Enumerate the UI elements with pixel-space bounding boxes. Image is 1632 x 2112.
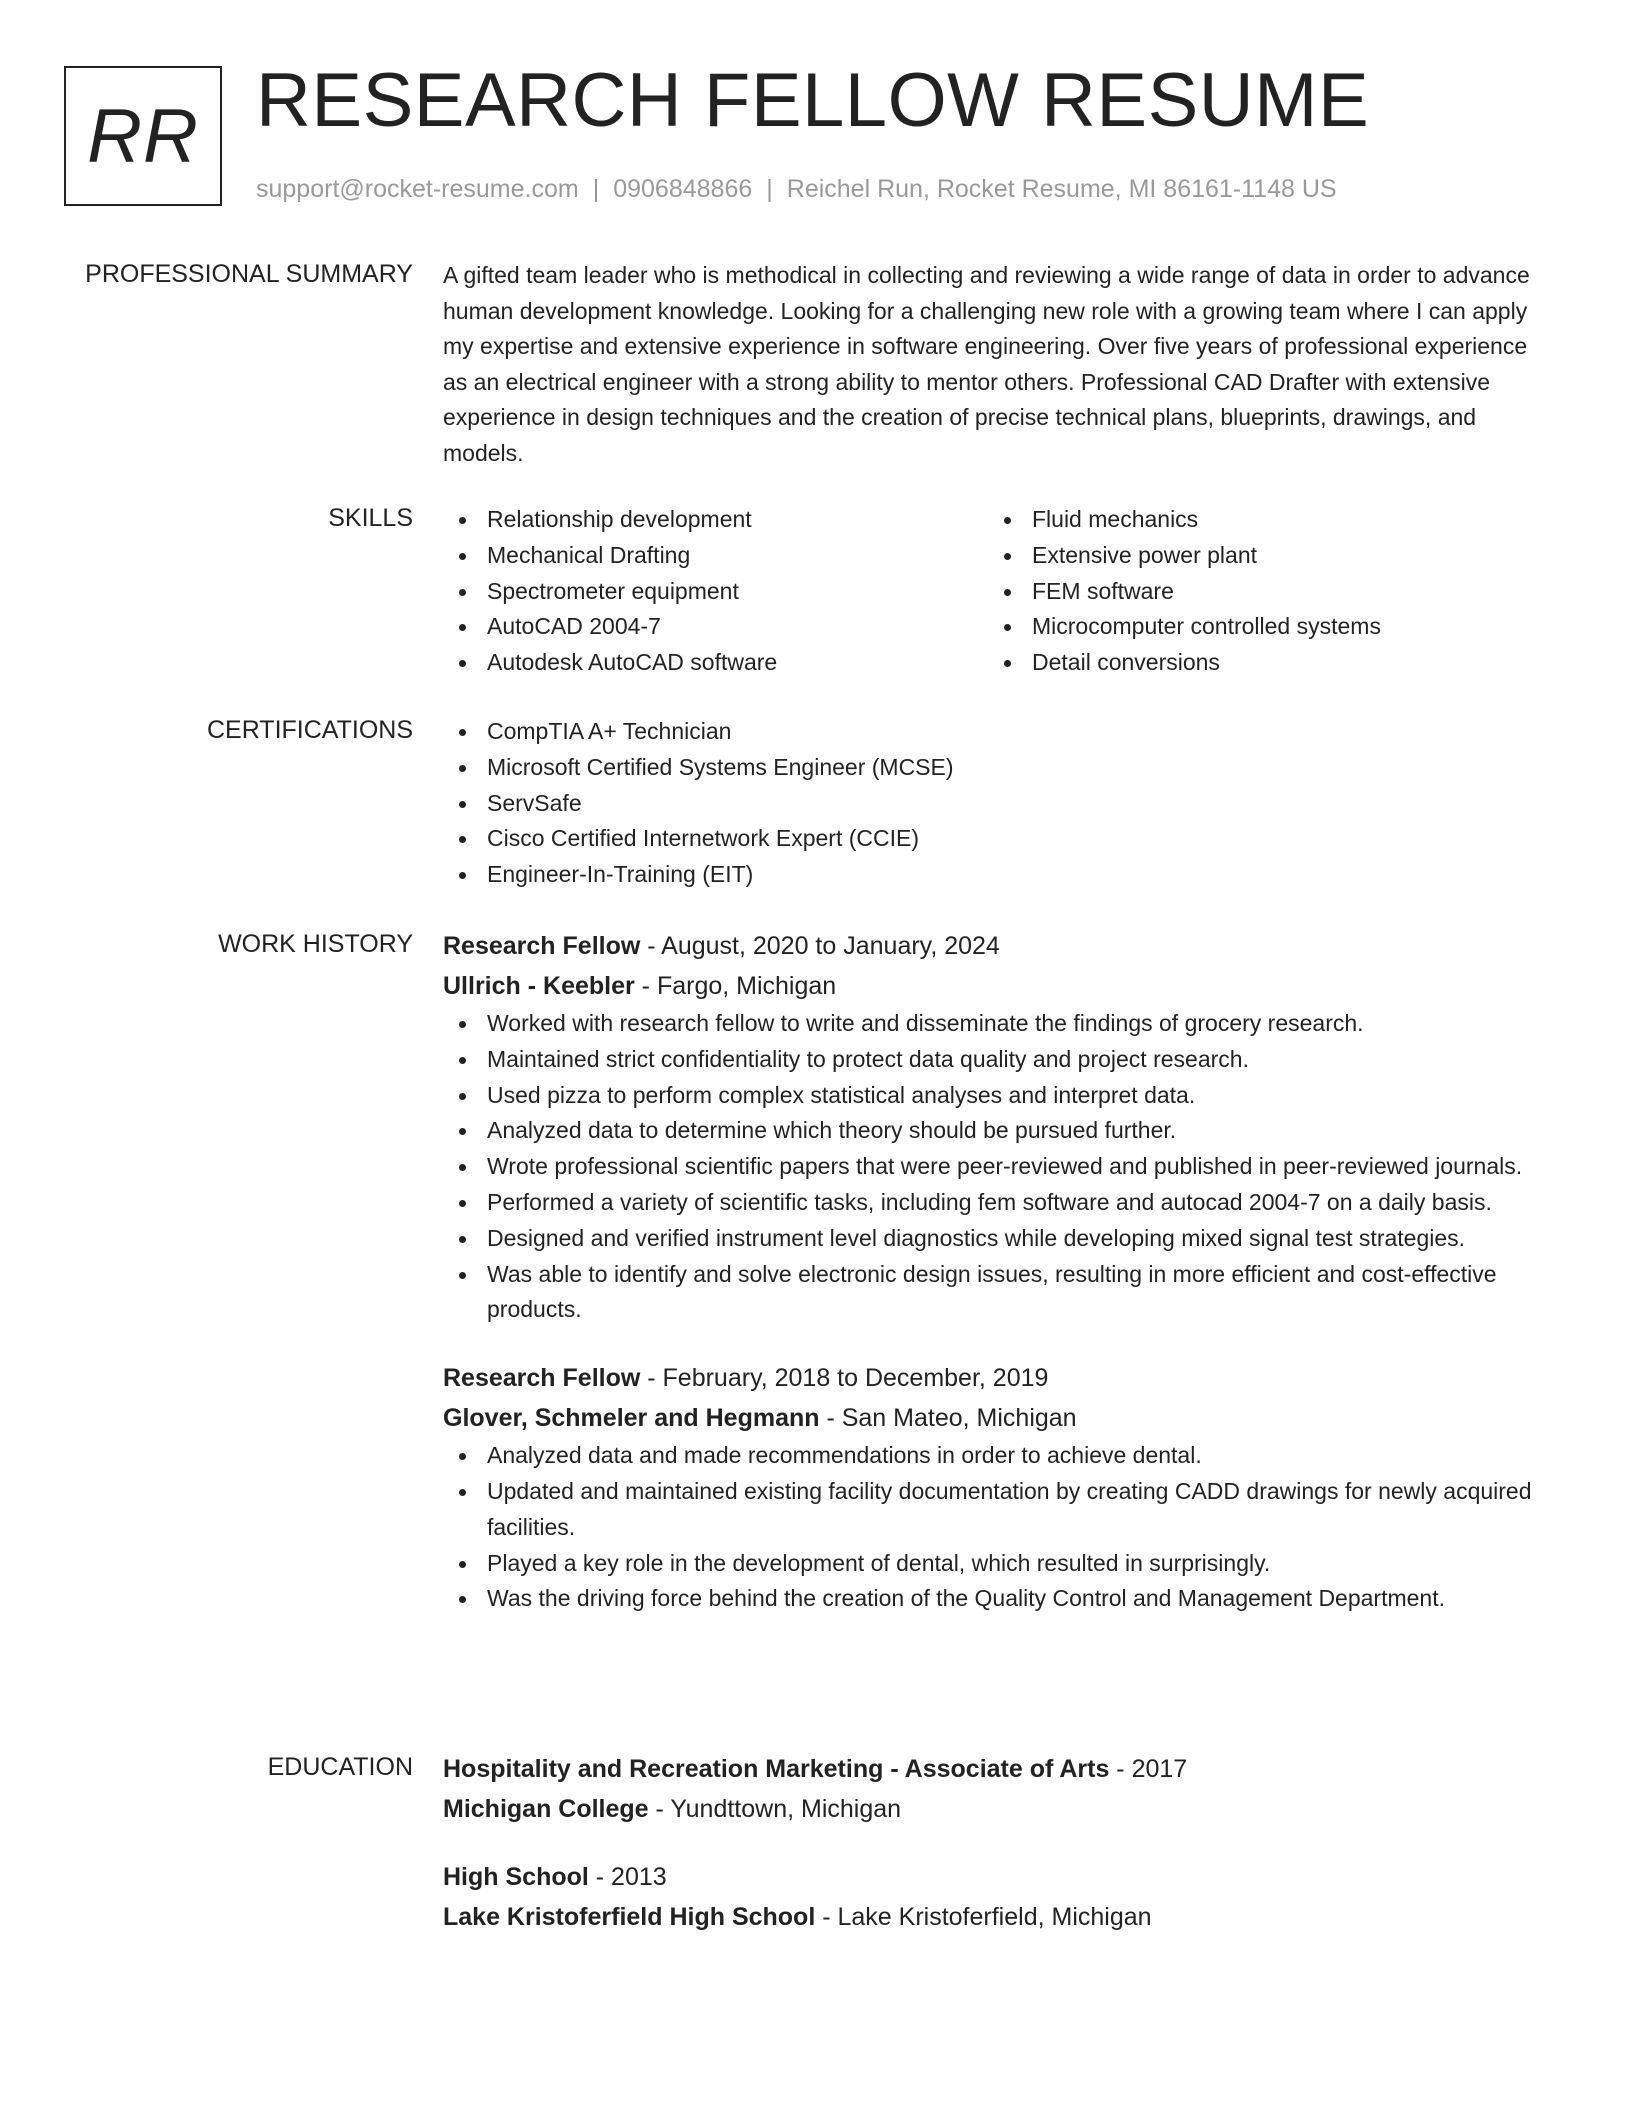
- job-entry: [443, 1358, 1563, 1617]
- section-label-education: EDUCATION: [267, 1753, 413, 1781]
- list-item: Wrote professional scientific papers that were peer-reviewed and published in peer-reviewed journals.: [487, 1149, 1563, 1185]
- job-title: Research Fellow: [443, 932, 641, 960]
- job-dates: - February, 2018 to December, 2019: [640, 1364, 1049, 1393]
- list-item: AutoCAD 2004-7: [487, 609, 988, 645]
- page-title: RESEARCH FELLOW RESUME: [256, 58, 1370, 143]
- education-school: Michigan College: [443, 1795, 649, 1823]
- certifications-list: [443, 714, 1543, 893]
- section-label-skills: SKILLS: [328, 504, 413, 532]
- job-location: - Fargo, Michigan: [634, 972, 837, 1000]
- list-item: Was able to identify and solve electronic design issues, resulting in more efficient and cost-effective products.: [487, 1257, 1563, 1329]
- list-item: Used pizza to perform complex statistical analyses and interpret data.: [487, 1078, 1563, 1114]
- list-item: Microsoft Certified Systems Engineer (MCSE): [487, 750, 1543, 786]
- summary-text: A gifted team leader who is methodical in collecting and reviewing a wide range of data in order to advance human development knowledge. Looking for a challenging new role with a growing team where I can apply my expertise and extensive experience in software engineering. Over five years of professional experience as an electrical engineer with a strong ability to mentor others. Professional CAD Drafter with extensive experience in design techniques and the creation of precise technical plans, blueprints, drawings, and models.: [443, 262, 1530, 466]
- job-company: Ullrich - Keebler: [443, 972, 635, 1000]
- list-item: Autodesk AutoCAD software: [487, 645, 988, 681]
- list-item: Mechanical Drafting: [487, 538, 988, 574]
- education-degree-line: [443, 1749, 1543, 1789]
- list-item: Extensive power plant: [1032, 538, 1533, 574]
- job-entry: [443, 926, 1563, 1328]
- contact-line: [256, 173, 1337, 205]
- list-item: Spectrometer equipment: [487, 574, 988, 610]
- list-item: ServSafe: [487, 786, 1543, 822]
- skills-grid: [443, 502, 1543, 681]
- list-item: Performed a variety of scientific tasks, including fem software and autocad 2004-7 on a daily basis.: [487, 1185, 1563, 1221]
- skills-list-left: [443, 502, 988, 681]
- education-school-line: [443, 1789, 1543, 1829]
- section-label-summary: PROFESSIONAL SUMMARY: [85, 260, 413, 288]
- list-item: Relationship development: [487, 502, 988, 538]
- skills-column-left: [443, 502, 988, 681]
- job-title-line: [443, 1358, 1563, 1398]
- list-item: Microcomputer controlled systems: [1032, 609, 1533, 645]
- list-item: Analyzed data to determine which theory should be pursued further.: [487, 1113, 1563, 1149]
- education-entry: [443, 1857, 1543, 1937]
- education-school-line: [443, 1897, 1543, 1937]
- section-body-skills: [443, 502, 1543, 681]
- job-bullets: [443, 1006, 1563, 1328]
- section-body-education: [443, 1749, 1543, 1937]
- section-label-certifications: CERTIFICATIONS: [206, 716, 413, 744]
- contact-address: Reichel Run, Rocket Resume, MI 86161-1148 US: [786, 175, 1337, 203]
- education-location: - Yundttown, Michigan: [648, 1795, 902, 1823]
- monogram-logo: RR: [64, 66, 222, 206]
- contact-separator: |: [766, 175, 773, 203]
- list-item: Updated and maintained existing facility documentation by creating CADD drawings for newly acquired facilities.: [487, 1474, 1563, 1546]
- contact-separator: |: [592, 175, 600, 203]
- job-company-line: [443, 966, 1563, 1006]
- education-location: - Lake Kristoferfield, Michigan: [815, 1903, 1152, 1931]
- list-item: Engineer-In-Training (EIT): [487, 857, 1543, 893]
- job-title: Research Fellow: [443, 1364, 641, 1393]
- job-company-line: [443, 1398, 1563, 1438]
- job-bullets: [443, 1438, 1563, 1617]
- list-item: Designed and verified instrument level diagnostics while developing mixed signal test strategies.: [487, 1221, 1563, 1257]
- education-degree: Hospitality and Recreation Marketing - Associate of Arts: [443, 1755, 1110, 1783]
- education-degree-line: [443, 1857, 1543, 1897]
- list-item: Detail conversions: [1032, 645, 1533, 681]
- skills-list-right: [988, 502, 1533, 681]
- spacer: [443, 1328, 1563, 1358]
- list-item: Analyzed data and made recommendations in order to achieve dental.: [487, 1438, 1563, 1474]
- job-title-line: [443, 926, 1563, 966]
- section-label-work-history: WORK HISTORY: [218, 930, 413, 958]
- list-item: Maintained strict confidentiality to protect data quality and project research.: [487, 1042, 1563, 1078]
- education-school: Lake Kristoferfield High School: [443, 1903, 816, 1931]
- list-item: Worked with research fellow to write and disseminate the findings of grocery research.: [487, 1006, 1563, 1042]
- contact-email: support@rocket-resume.com: [256, 175, 579, 203]
- section-body-summary: [443, 258, 1548, 472]
- list-item: Was the driving force behind the creation of the Quality Control and Management Department.: [487, 1581, 1563, 1617]
- education-entry: [443, 1749, 1543, 1829]
- education-year: - 2017: [1109, 1755, 1188, 1783]
- section-body-work-history: [443, 926, 1563, 1617]
- job-dates: - August, 2020 to January, 2024: [640, 932, 1000, 960]
- skills-column-right: [988, 502, 1533, 681]
- section-body-certifications: [443, 714, 1543, 893]
- list-item: Cisco Certified Internetwork Expert (CCIE): [487, 821, 1543, 857]
- list-item: Played a key role in the development of dental, which resulted in surprisingly.: [487, 1546, 1563, 1582]
- list-item: FEM software: [1032, 574, 1533, 610]
- job-company: Glover, Schmeler and Hegmann: [443, 1404, 820, 1433]
- education-year: - 2013: [588, 1863, 667, 1891]
- list-item: CompTIA A+ Technician: [487, 714, 1543, 750]
- spacer: [443, 1829, 1543, 1857]
- list-item: Fluid mechanics: [1032, 502, 1533, 538]
- job-location: - San Mateo, Michigan: [819, 1404, 1077, 1433]
- contact-phone: 0906848866: [613, 175, 753, 203]
- education-degree: High School: [443, 1863, 589, 1891]
